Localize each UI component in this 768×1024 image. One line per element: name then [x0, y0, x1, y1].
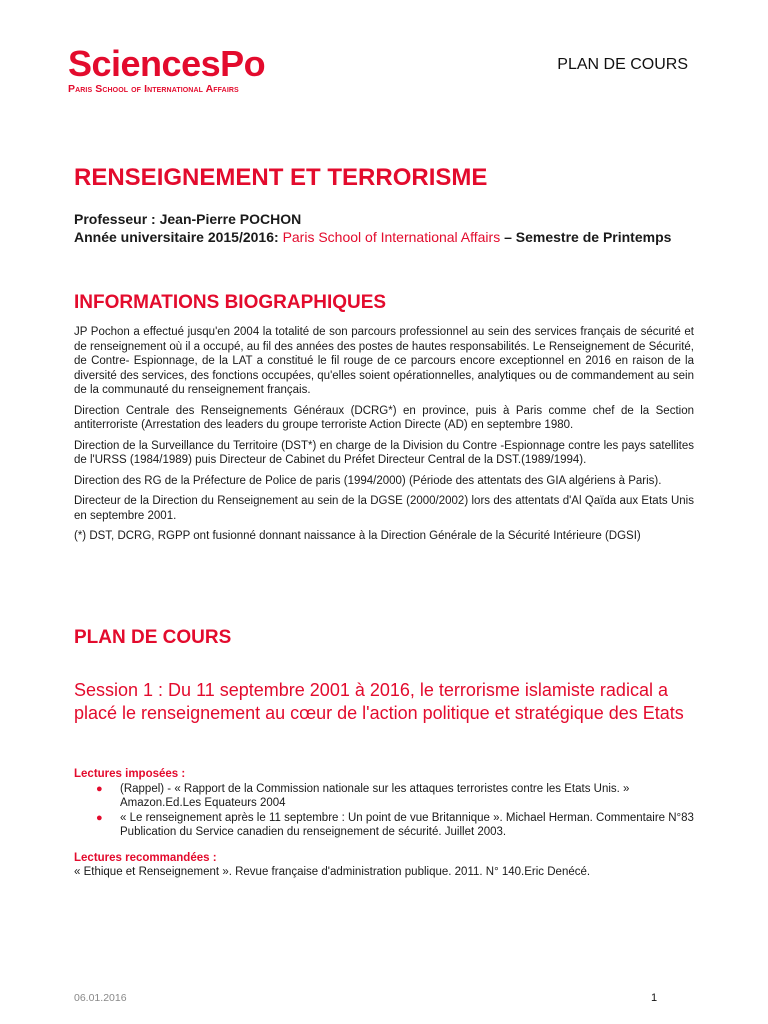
course-info: [74, 210, 694, 246]
list-item: [74, 782, 694, 810]
bio-paragraph: Direction de la Surveillance du Territoire (DST*) en charge de la Division du Contre -Espionnage contre les pays satellites de l'URSS (1984/1989) puis Directeur de Cabinet du Préfet Directeur Central de la DST.(1989/1994).: [74, 439, 694, 466]
year-prefix: Année universitaire 2015/2016:: [74, 229, 283, 245]
list-item: [74, 811, 694, 839]
reading-text: (Rappel) - « Rapport de la Commission nationale sur les attaques terroristes contre les Etats Unis. » Amazon.Ed.Les Equateurs 2004: [120, 783, 630, 809]
page-number: 1: [651, 992, 658, 1004]
reading-text: « Le renseignement après le 11 septembre : Un point de vue Britannique ». Michael Herman. Commentaire N°83 Publication du Service canadien du renseignement de sécurité. Juillet 2003.: [120, 812, 694, 838]
course-title: RENSEIGNEMENT ET TERRORISME: [74, 164, 488, 191]
plan-heading: PLAN DE COURS: [74, 627, 232, 648]
bio-paragraph: JP Pochon a effectué jusqu'en 2004 la totalité de son parcours professionnel au sein des services français de sécurité et de renseignement où il a occupé, au fil des années des postes de hautes responsabilités. Le Renseignement de Sécurité, de Contre- Espionnage, de la LAT a constitué le fil rouge de ce parcours encore exceptionnel en 2016 en raison de la diversité des services, des fonctions occupées, qu'elles soient opérationnelles, analytiques ou de commandement au sein de la communauté du renseignement français.: [74, 326, 694, 396]
session-title: Session 1 : Du 11 septembre 2001 à 2016, le terrorisme islamiste radical a placé le renseignement au cœur de l'action politique et stratégique des Etats: [74, 680, 684, 723]
semester: – Semestre de Printemps: [500, 229, 672, 245]
bullet-icon: ●: [96, 812, 103, 824]
bio-heading: INFORMATIONS BIOGRAPHIQUES: [74, 292, 387, 313]
document-type-label: PLAN DE COURS: [557, 56, 688, 73]
bullet-icon: ●: [96, 783, 103, 795]
recommended-reading: « Ethique et Renseignement ». Revue française d'administration publique. 2011. N° 140.Eric Denécé.: [74, 866, 591, 878]
professor-line: Professeur : Jean-Pierre POCHON: [74, 211, 302, 227]
bio-section: [74, 325, 694, 550]
sciencespo-logo: [68, 43, 266, 95]
required-readings-list: [74, 782, 694, 840]
school-name: Paris School of International Affairs: [282, 229, 501, 245]
recommended-readings-label: Lectures recommandées :: [74, 852, 217, 864]
bio-paragraph: Directeur de la Direction du Renseignement au sein de la DGSE (2000/2002) lors des attentats d'Al Qaïda aux Etats Unis en septembre 2001.: [74, 495, 694, 522]
required-readings-label: Lectures imposées :: [74, 768, 186, 780]
logo-subtitle: Paris School of International Affairs: [68, 83, 239, 95]
footer-date: 06.01.2016: [74, 992, 127, 1004]
bio-paragraph: Direction Centrale des Renseignements Généraux (DCRG*) en province, puis à Paris comme chef de la Section antiterroriste (Arrestation des leaders du groupe terroriste Action Directe (AD) en septembre 1980.: [74, 404, 694, 431]
bio-paragraph: (*) DST, DCRG, RGPP ont fusionné donnant naissance à la Direction Générale de la Sécurité Intérieure (DGSI): [74, 530, 641, 542]
logo-wordmark: SciencesPo: [68, 43, 266, 84]
bio-paragraph: Direction des RG de la Préfecture de Police de paris (1994/2000) (Période des attentats des GIA algériens à Paris).: [74, 474, 662, 487]
year-line: [74, 228, 694, 246]
